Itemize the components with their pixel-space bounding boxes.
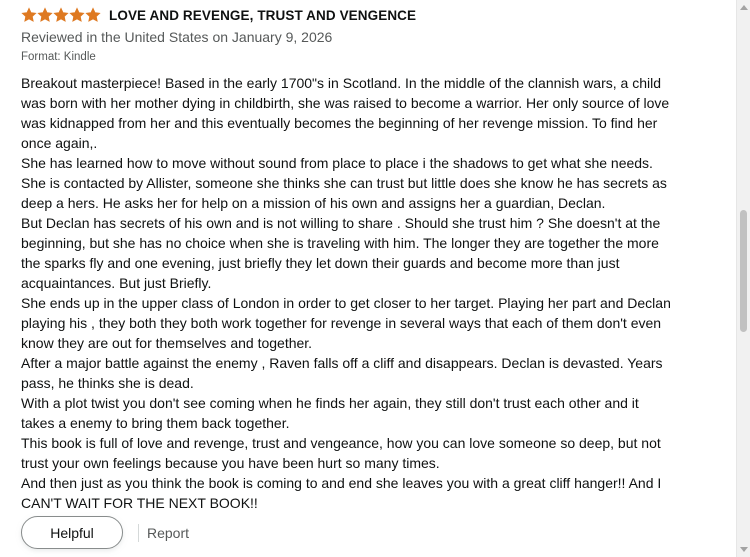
star-icon — [37, 7, 53, 23]
review-paragraph: She has learned how to move without sound from place to place i the shadows to get what she needs. She is contacted by Allister, someone she thinks she can trust but little does she know he has secrets as deep a hers. He asks her for help on a mission of his own and assigns her a guardian, Declan. — [21, 155, 667, 211]
review-paragraph: She ends up in the upper class of London in order to get closer to her target. Playing her part and Declan playing his , they both they both work together for revenge in several ways that each of them don't even know they are out for themselves and together. — [21, 295, 671, 351]
review-paragraph: After a major battle against the enemy , Raven falls off a cliff and disappears. Declan is devasted. Years pass, he thinks she is dead. — [21, 355, 663, 391]
review-title[interactable]: LOVE AND REVENGE, TRUST AND VENGENCE — [109, 7, 417, 23]
report-link[interactable]: Report — [147, 524, 190, 541]
scroll-up-arrow-icon[interactable] — [740, 5, 748, 10]
scroll-down-arrow-icon[interactable] — [740, 547, 748, 552]
star-icon — [69, 7, 85, 23]
review-actions — [21, 516, 189, 549]
helpful-button[interactable]: Helpful — [21, 516, 123, 549]
review-paragraph: And then just as you think the book is coming to and end she leaves you with a great cliff hanger!! And I CAN'T WAIT FOR THE NEXT BOOK!! — [21, 475, 662, 511]
customer-review — [21, 4, 681, 513]
star-icon — [85, 7, 101, 23]
review-date: Reviewed in the United States on January 9, 2026 — [21, 29, 333, 45]
review-paragraph: With a plot twist you don't see coming when he finds her again, they still don't trust each other and it takes a enemy to bring them back together. — [21, 395, 639, 431]
scroll-thumb[interactable] — [740, 210, 747, 332]
review-body — [21, 73, 676, 513]
star-icon — [53, 7, 69, 23]
review-paragraph: But Declan has secrets of his own and is not willing to share . Should she trust him ? She doesn't at the beginning, but she has no choice when she is traveling with him. The longer they are together the more the sparks fly and one evening, just briefly they let down their guards and become more than just acquaintances. But just Briefly. — [21, 215, 661, 291]
action-divider — [138, 524, 139, 542]
review-format: Format: Kindle — [21, 51, 96, 63]
star-icon — [21, 7, 37, 23]
review-title-row — [21, 4, 681, 26]
review-paragraph: Breakout masterpiece! Based in the early 1700"s in Scotland. In the middle of the clannish wars, a child was born with her mother dying in childbirth, she was raised to become a warrior. Her only source of love was kidnapped from her and this eventually becomes the beginning of her revenge mission. To find her once again,. — [21, 75, 670, 151]
vertical-scrollbar[interactable] — [736, 0, 750, 557]
review-paragraph: This book is full of love and revenge, trust and vengeance, how you can love someone so deep, but not trust your own feelings because you have been hurt so many times. — [21, 435, 661, 471]
star-rating[interactable] — [21, 7, 101, 23]
